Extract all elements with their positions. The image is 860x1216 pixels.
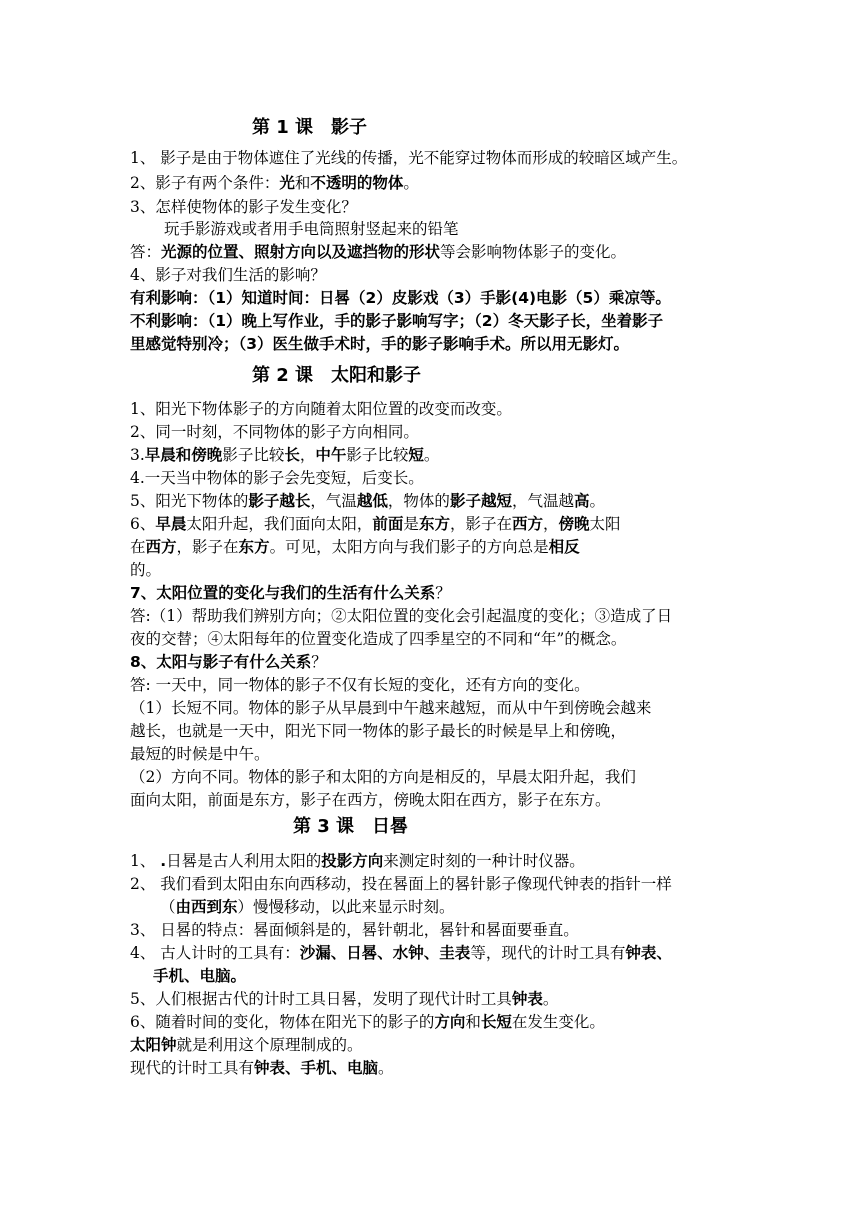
text-segment: 来测定时刻的一种计时仪器。 — [383, 852, 585, 870]
text-line — [130, 287, 671, 309]
bold-text: 钟表、 — [625, 944, 672, 962]
text-line — [130, 628, 626, 650]
text-segment: ，影子在 — [176, 538, 239, 556]
text-segment: 2、影子有两个条件： — [130, 174, 280, 192]
text-segment: （ — [160, 898, 176, 916]
text-segment: 4.一天当中物体的影子会先变短，后变长。 — [130, 469, 424, 487]
text-line — [130, 674, 590, 696]
text-segment: 3、怎样使物体的影子发生变化？ — [130, 198, 357, 216]
bold-text: 短 — [408, 446, 424, 464]
text-segment: 6、随着时间的变化，物体在阳光下的影子的 — [130, 1013, 435, 1031]
text-segment: ？ — [311, 653, 327, 671]
bold-text: 高 — [573, 492, 590, 510]
bold-text: 相反 — [548, 538, 580, 556]
bold-text: 中午 — [315, 446, 347, 464]
bold-text: 由西到东 — [175, 898, 238, 916]
text-segment: ，气温 — [310, 492, 357, 510]
text-line — [130, 582, 451, 604]
text-segment: 2、同一时刻，不同物体的影子方向相同。 — [130, 423, 419, 441]
text-line — [130, 605, 672, 627]
bold-text: 手机、电脑。 — [153, 967, 247, 985]
text-segment: 4、 古人计时的工具有： — [130, 944, 300, 962]
text-line — [130, 467, 424, 489]
lesson-title: 第 2 课 太阳和影子 — [252, 365, 422, 386]
text-line — [130, 264, 326, 286]
bold-text: 光 — [279, 174, 295, 192]
text-segment: 。 — [403, 174, 419, 192]
text-segment: ，气温越 — [511, 492, 574, 510]
text-segment: 等会影响物体影子的变化。 — [440, 243, 627, 261]
bold-text: . — [160, 852, 167, 870]
text-line — [130, 873, 672, 895]
text-line — [130, 1034, 363, 1056]
text-segment: 现代的计时工具有 — [130, 1059, 255, 1077]
text-segment: 是 — [403, 515, 419, 533]
bold-text: 西方 — [145, 538, 177, 556]
text-line — [160, 896, 455, 918]
text-segment: 越长，也就是一天中，阳光下同一物体的影子最长的时候是早上和傍晚， — [130, 722, 627, 740]
bold-text: 长短 — [480, 1013, 512, 1031]
text-segment: 5、人们根据古代的计时工具日晷，发明了现代计时工具 — [130, 990, 512, 1008]
bold-text: 不利影响：（1）晚上写作业，手的影子影响写字；（2）冬天影子长，坐着影子 — [130, 312, 664, 330]
text-line — [130, 310, 663, 332]
text-segment: 太阳 — [589, 515, 621, 533]
text-segment: 5、阳光下物体的 — [130, 492, 249, 510]
text-line — [130, 697, 651, 719]
bold-text: 7、太阳位置的变化与我们的生活有什么关系 — [130, 584, 436, 602]
text-line — [130, 490, 605, 512]
text-line — [130, 942, 672, 964]
text-segment: 和 — [465, 1013, 481, 1031]
text-line — [164, 218, 459, 240]
text-line — [130, 559, 161, 581]
text-line — [130, 421, 419, 443]
text-line — [130, 172, 419, 194]
text-segment: 玩手影游戏或者用手电筒照射竖起来的铅笔 — [164, 220, 459, 238]
text-segment: 在 — [130, 538, 146, 556]
text-segment: 4、影子对我们生活的影响？ — [130, 266, 326, 284]
text-line — [130, 919, 579, 941]
bold-text: 有利影响：（1）知道时间：日晷（2）皮影戏（3）手影(4)电影（5）乘凉等。 — [130, 289, 671, 307]
text-segment: 答： — [130, 243, 162, 261]
text-segment: 。 — [423, 446, 440, 464]
text-line — [130, 536, 580, 558]
text-line — [130, 1011, 605, 1033]
text-segment: 最短的时候是中午。 — [130, 745, 270, 763]
text-line — [130, 444, 439, 466]
bold-text: 傍晚 — [558, 515, 590, 533]
text-segment: ， — [299, 446, 316, 464]
text-line — [130, 196, 357, 218]
text-segment: 。可见，太阳方向与我们影子的方向总是 — [269, 538, 549, 556]
text-segment: ，影子在 — [449, 515, 512, 533]
bold-text: 越低 — [356, 492, 388, 510]
text-line — [130, 850, 585, 872]
bold-text: 影子越短 — [449, 492, 512, 510]
bold-text: 投影方向 — [321, 852, 384, 870]
text-segment: 2、 我们看到太阳由东向西移动，投在晷面上的晷针影子像现代钟表的指针一样 — [130, 875, 672, 893]
lesson-title: 第 3 课 日晷 — [293, 816, 409, 837]
bold-text: 东方 — [418, 515, 450, 533]
text-segment: 面向太阳，前面是东方，影子在西方，傍晚太阳在西方，影子在东方。 — [130, 791, 611, 809]
text-segment: 1、 — [130, 852, 161, 870]
text-segment: 1、阳光下物体影子的方向随着太阳位置的改变而改变。 — [130, 400, 512, 418]
text-line — [130, 743, 270, 765]
bold-text: 西方 — [511, 515, 543, 533]
text-segment: 和 — [294, 174, 311, 192]
text-line — [130, 1057, 394, 1079]
text-segment: 在发生变化。 — [511, 1013, 605, 1031]
text-segment: 。 — [378, 1059, 394, 1077]
text-line — [130, 241, 626, 263]
bold-text: 太阳钟 — [130, 1036, 177, 1054]
text-line — [130, 513, 621, 535]
text-segment: 影子比较 — [346, 446, 409, 464]
text-line — [130, 789, 611, 811]
text-segment: 。 — [542, 990, 559, 1008]
bold-text: 方向 — [434, 1013, 466, 1031]
text-line — [130, 766, 636, 788]
text-segment: ）慢慢移动，以此来显示时刻。 — [237, 898, 455, 916]
text-segment: （1）长短不同。物体的影子从早晨到中午越来越短，而从中午到傍晚会越来 — [130, 699, 652, 717]
text-segment: （2）方向不同。物体的影子和太阳的方向是相反的，早晨太阳升起，我们 — [130, 768, 636, 786]
text-segment: 等，现代的计时工具有 — [470, 944, 626, 962]
text-segment: 答: 一天中，同一物体的影子不仅有长短的变化，还有方向的变化。 — [130, 676, 590, 694]
text-segment: 太阳升起，我们面向太阳， — [186, 515, 373, 533]
text-segment: ？ — [435, 584, 451, 602]
text-segment: 答:（1）帮助我们辨别方向；②太阳位置的变化会引起温度的变化；③造成了日 — [130, 607, 673, 625]
text-line — [130, 333, 629, 355]
text-segment: 夜的交替；④太阳每年的位置变化造成了四季星空的不同和“年”的概念。 — [130, 630, 627, 648]
text-segment: 就是利用这个原理制成的。 — [176, 1036, 363, 1054]
bold-text: 光源的位置、照射方向以及遮挡物的形状 — [161, 243, 441, 261]
bold-text: 不透明的物体 — [310, 174, 404, 192]
bold-text: 沙漏、日晷、水钟、圭表 — [299, 944, 471, 962]
bold-text: 早晨 — [155, 515, 187, 533]
text-line — [130, 398, 512, 420]
bold-text: 前面 — [372, 515, 404, 533]
text-segment: 日晷是古人利用太阳的 — [166, 852, 322, 870]
text-line — [130, 651, 327, 673]
text-segment: 。 — [589, 492, 605, 510]
bold-text: 东方 — [238, 538, 270, 556]
text-segment: 1、 影子是由于物体遮住了光线的传播，光不能穿过物体而形成的较暗区域产生。 — [130, 149, 688, 167]
bold-text: 里感觉特别冷；（3）医生做手术时，手的影子影响手术。所以用无影灯。 — [130, 335, 630, 353]
text-segment: 3. — [130, 446, 145, 464]
bold-text: 早晨和傍晚 — [144, 446, 223, 464]
bold-text: 影子越长 — [248, 492, 311, 510]
bold-text: 8、太阳与影子有什么关系 — [130, 653, 312, 671]
bold-text: 钟表、手机、电脑 — [254, 1059, 379, 1077]
text-line — [153, 965, 246, 987]
text-line — [130, 147, 687, 169]
text-line — [130, 720, 626, 742]
lesson-title: 第 1 课 影子 — [252, 117, 368, 138]
text-segment: 影子比较 — [222, 446, 285, 464]
bold-text: 长 — [284, 446, 300, 464]
bold-text: 钟表 — [511, 990, 543, 1008]
text-line — [130, 988, 558, 1010]
text-segment: 的。 — [130, 561, 162, 579]
text-segment: 3、 日晷的特点：晷面倾斜是的，晷针朝北，晷针和晷面要垂直。 — [130, 921, 579, 939]
text-segment: ，物体的 — [387, 492, 450, 510]
text-segment: 6、 — [130, 515, 156, 533]
text-segment: ， — [542, 515, 559, 533]
